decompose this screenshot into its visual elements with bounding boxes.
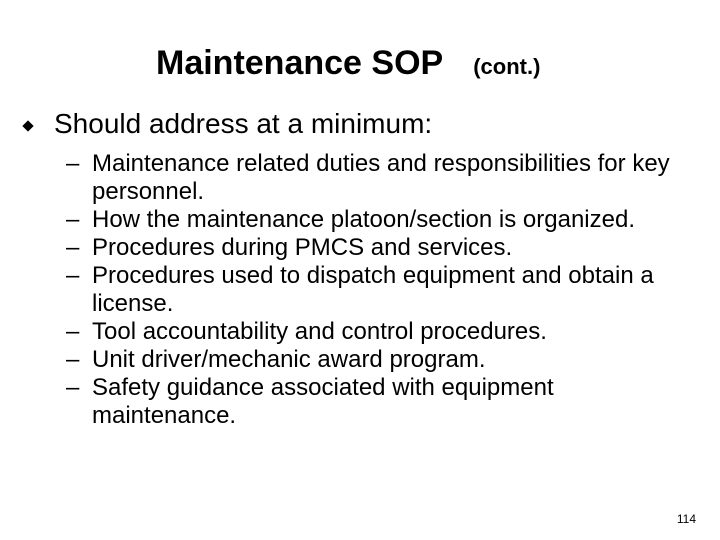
main-bullet-text: Should address at a minimum: bbox=[54, 108, 433, 139]
dash-marker: – bbox=[66, 262, 80, 289]
list-item-text: Unit driver/mechanic award program. bbox=[92, 346, 486, 373]
title-suffix-text: (cont.) bbox=[473, 54, 541, 79]
list-item-text: Safety guidance associated with equipment maintenance. bbox=[92, 374, 554, 429]
title-main-text: Maintenance SOP bbox=[156, 44, 444, 82]
page-number: 114 bbox=[676, 512, 696, 526]
sub-bullet-list bbox=[66, 150, 702, 430]
dash-marker: – bbox=[66, 206, 80, 233]
list-item bbox=[66, 234, 702, 262]
dash-marker: – bbox=[66, 234, 80, 261]
main-bullet bbox=[24, 108, 432, 140]
list-item bbox=[66, 206, 702, 234]
dash-marker: – bbox=[66, 346, 80, 373]
slide-title bbox=[156, 44, 540, 83]
list-item-text: Procedures used to dispatch equipment and obtain a license. bbox=[92, 262, 654, 317]
dash-marker: – bbox=[66, 318, 80, 345]
list-item bbox=[66, 374, 702, 430]
list-item-text: Procedures during PMCS and services. bbox=[92, 234, 513, 261]
dash-marker: – bbox=[66, 374, 80, 401]
list-item bbox=[66, 346, 702, 374]
list-item bbox=[66, 150, 702, 206]
list-item-text: Tool accountability and control procedures. bbox=[92, 318, 547, 345]
diamond-bullet-icon bbox=[22, 120, 33, 131]
dash-marker: – bbox=[66, 150, 80, 177]
list-item-text: How the maintenance platoon/section is organized. bbox=[92, 206, 635, 233]
list-item-text: Maintenance related duties and responsibilities for key personnel. bbox=[92, 150, 670, 205]
list-item bbox=[66, 318, 702, 346]
list-item bbox=[66, 262, 702, 318]
